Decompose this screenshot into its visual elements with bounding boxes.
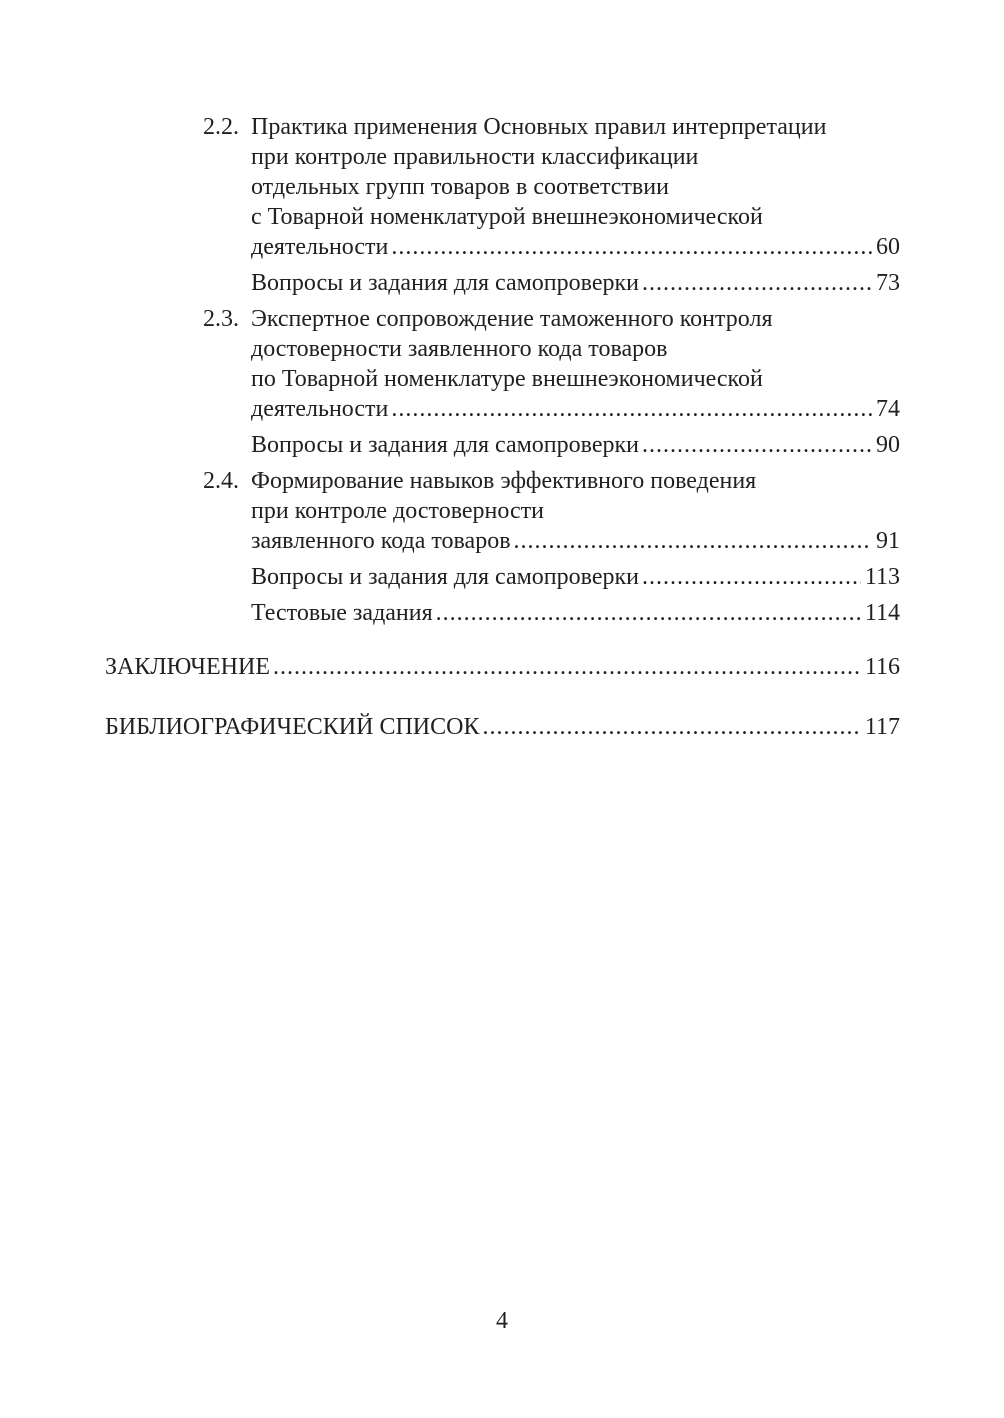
- section-title-line: при контроле правильности классификации: [251, 144, 699, 170]
- section-number: 2.4.: [203, 468, 239, 494]
- section-title-last-line: деятельности: [251, 234, 389, 260]
- section-title-line: Формирование навыков эффективного поведения: [251, 468, 757, 494]
- page-ref: 74: [876, 396, 900, 422]
- toc-leader-line: [251, 394, 900, 424]
- toc-sub-entry: [105, 268, 900, 298]
- dot-leader: [391, 232, 872, 262]
- dot-leader: [642, 562, 861, 592]
- page-ref: 117: [864, 714, 900, 740]
- page-ref: 113: [864, 564, 900, 590]
- section-title-line: достоверности заявленного кода товаров: [251, 336, 668, 362]
- toc-section-2-3: [105, 304, 900, 424]
- section-title-line: Практика применения Основных правил интерпретации: [251, 114, 827, 140]
- dot-leader: [436, 598, 861, 628]
- toc-entry-bibliography: [105, 712, 900, 742]
- page-ref: 90: [876, 432, 900, 458]
- toc-sub-entry: [105, 598, 900, 628]
- section-number: 2.2.: [203, 114, 239, 140]
- top-entry-title: БИБЛИОГРАФИЧЕСКИЙ СПИСОК: [105, 714, 480, 740]
- dot-leader: [391, 394, 872, 424]
- toc-leader-line: [251, 526, 900, 556]
- toc-section-2-4: [105, 466, 900, 556]
- sub-entry-title: Вопросы и задания для самопроверки: [251, 432, 639, 458]
- toc-section-2-2: [105, 112, 900, 262]
- dot-leader: [514, 526, 872, 556]
- toc-entry-conclusion: [105, 652, 900, 682]
- dot-leader: [482, 712, 860, 742]
- sub-entry-title: Вопросы и задания для самопроверки: [251, 564, 639, 590]
- page-ref: 114: [864, 600, 900, 626]
- toc-sub-entry: [105, 562, 900, 592]
- toc-sub-entry: [105, 430, 900, 460]
- dot-leader: [273, 652, 861, 682]
- dot-leader: [642, 268, 872, 298]
- section-title-line: по Товарной номенклатуре внешнеэкономической: [251, 366, 763, 392]
- page-ref: 60: [876, 234, 900, 260]
- section-title-line: с Товарной номенклатурой внешнеэкономической: [251, 204, 763, 230]
- section-title-last-line: заявленного кода товаров: [251, 528, 511, 554]
- top-entry-title: ЗАКЛЮЧЕНИЕ: [105, 654, 270, 680]
- page-number: 4: [496, 1308, 508, 1334]
- section-title-line: при контроле достоверности: [251, 498, 544, 524]
- page-ref: 91: [876, 528, 900, 554]
- toc-leader-line: [251, 232, 900, 262]
- section-number: 2.3.: [203, 306, 239, 332]
- sub-entry-title: Вопросы и задания для самопроверки: [251, 270, 639, 296]
- table-of-contents: [105, 112, 900, 742]
- sub-entry-title: Тестовые задания: [251, 600, 433, 626]
- section-title-line: Экспертное сопровождение таможенного контроля: [251, 306, 773, 332]
- section-title-last-line: деятельности: [251, 396, 389, 422]
- page-ref: 73: [876, 270, 900, 296]
- page-ref: 116: [864, 654, 900, 680]
- section-title-line: отдельных групп товаров в соответствии: [251, 174, 669, 200]
- dot-leader: [642, 430, 872, 460]
